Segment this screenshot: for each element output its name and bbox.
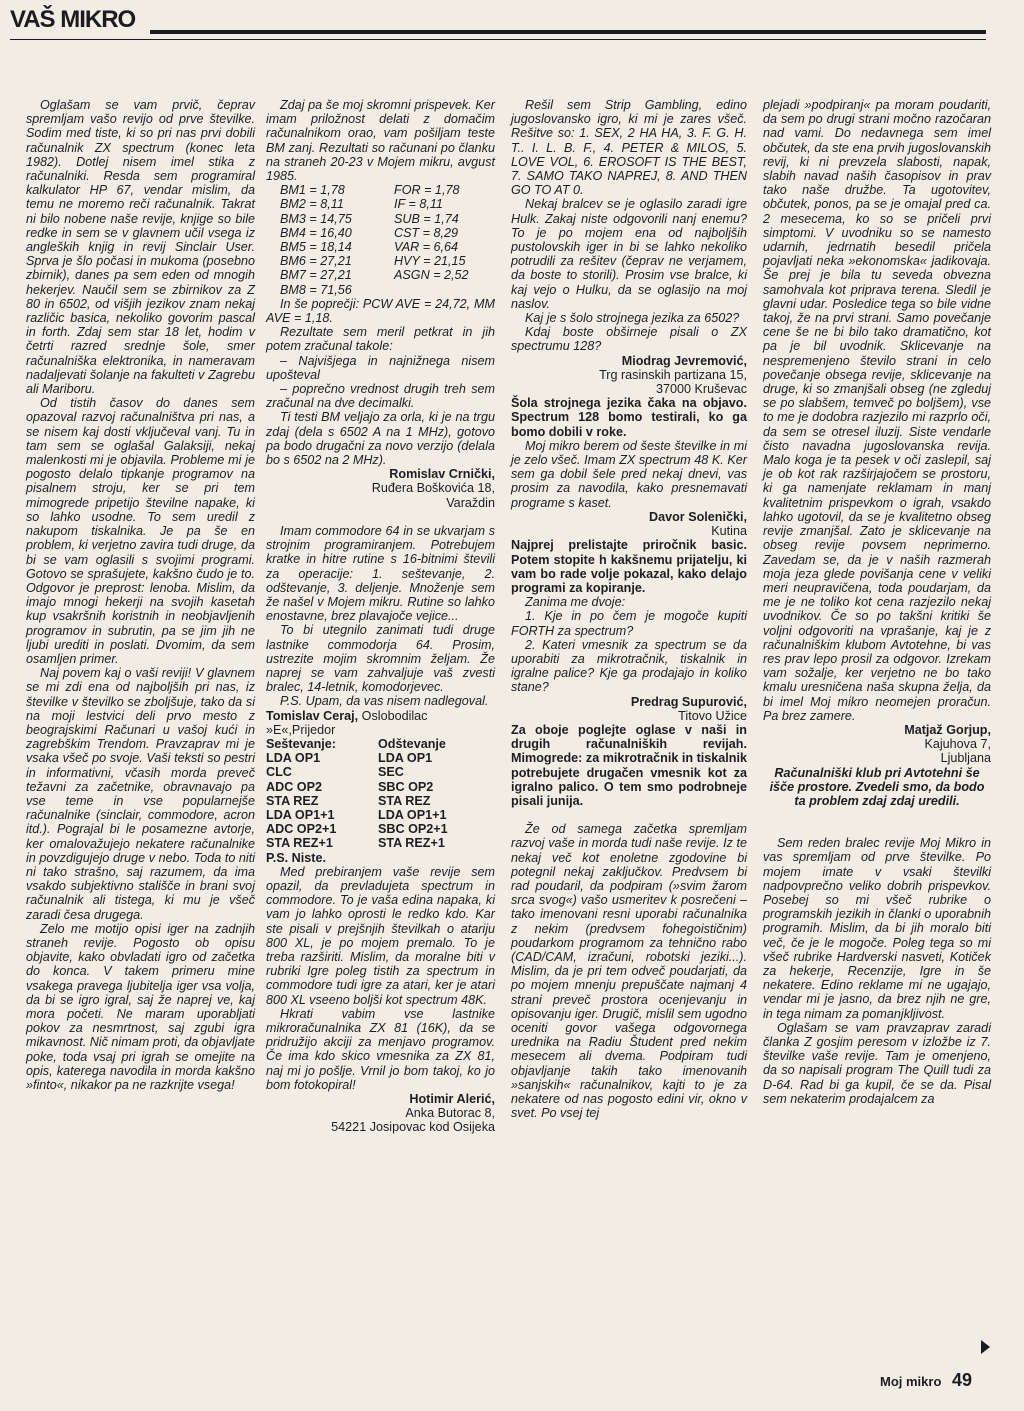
letter-signature: [511, 510, 747, 538]
benchmark-table: [266, 183, 494, 297]
paragraph: – Najvišjega in najnižnega nisem upošteval: [266, 353, 495, 382]
author-address: Varaždin: [446, 495, 495, 510]
page-footer: [880, 1370, 1000, 1394]
table-cell: FOR = 1,78: [394, 183, 460, 198]
table-row: [266, 226, 494, 240]
table-row: [266, 197, 494, 211]
postscript: P.S. Niste.: [266, 850, 326, 865]
table-row: [266, 765, 490, 779]
page-number: 49: [952, 1370, 973, 1390]
letter-signature: [266, 467, 495, 510]
column-1: [26, 98, 255, 1092]
table-header-row: [266, 737, 490, 751]
editor-reply: Računalniški klub pri Avtotehni še išče prostore. Zvedeli smo, da bodo ta problem zdaj zdaj uredili.: [769, 765, 985, 808]
editor-reply: Za oboje poglejte oglase v naši in drugih računalniških revijah. Mimogrede: za mikrotračnik in tiskalnik potrebujete drugačen vmesnik kot za igralno palico. O tem smo podrobneje pisali junija.: [511, 722, 747, 808]
table-cell: BM4 = 16,40: [280, 225, 352, 240]
table-cell: HVY = 21,15: [394, 254, 466, 269]
author-name: Matjaž Gorjup,: [904, 722, 991, 737]
table-cell: SUB = 1,74: [394, 211, 459, 226]
paragraph: Rezultate sem meril petkrat in jih potem zračunal takole:: [266, 325, 495, 354]
author-address: 37000 Kruševac: [655, 382, 747, 397]
table-cell: STA REZ: [266, 793, 319, 808]
table-cell: BM7 = 27,21: [280, 268, 352, 283]
header-rule-thin: [10, 39, 986, 40]
spacer: [511, 808, 747, 822]
paragraph: Oglašam se vam prvič, čeprav spremljam vašo revijo od prve številke. Sodim med tiste, ki so pri nas prvi dobili računalnik ZX spectrum (konec leta 1982). Dotlej nisem imel stika z računalniki. Resda sem programiral kalkulator HP 67, vendar mislim, da temu ne moremo reči računalnik. Takrat ni bilo nobene naše revije, knjige so bile redke in sem se v glavnem učil vsega iz angleških knjig in revij Sinclair User. Sprva je šlo počasi in mukoma (posebno zbirnik), danes pa sem eden od mnogih hekerjev. Naučil sem se zbirnikov za Z 80 in 6502, od višjih jezikov znam nekaj različic basica, nekoliko govorim pascal in forth. Zdaj sem star 18 let, hodim v četrti razred srednje šole, smer računalniška elektronika, in nameravam nadaljevati šolanje na fakulteti v Zagrebu ali Mariboru.: [26, 98, 255, 397]
table-cell: LDA OP1: [378, 751, 433, 766]
spacer: [763, 808, 991, 822]
table-cell: CLC: [266, 765, 292, 780]
assembly-listing: [266, 737, 490, 851]
author-address: Trg rasinskih partizana 15,: [599, 367, 747, 382]
spacer: [266, 510, 495, 524]
paragraph: Moj mikro berem od šeste številke in mi je zelo všeč. Imam ZX spectrum 48 K. Ker sem ga dobil šele pred nekaj dnevi, vas prosim za navodila, kako presnemavati programe s kaset.: [511, 438, 747, 510]
paragraph: To bi utegnilo zanimati tudi druge lastnike commodorja 64. Prosim, ustrezite mojim skromnim željam. Že naprej se vam zahvaljuje vaš zvesti bralec, 14-letnik, komodorjevec.: [266, 623, 495, 695]
author-name: Predrag Supurović,: [630, 694, 747, 709]
paragraph: Sem reden bralec revije Moj Mikro in vas spremljam od prve številke. Po mojem imate v vsaki številki nadpovprečno veliko dobrih prispevkov. Posebej so mi všeč rubrike o programskih jezikih in članki o uporabnih programih. Mislim, da bi jih moralo biti več, če je le mogoče. Poleg tega so mi všeč rubrike Hardverski nasveti, Kotiček za hekerje, Recenzije, Igre in še nekatere. Edino reklame mi ne ugajajo, vendar mi je jasno, da brez njih ne gre, in tega nimam za pomanjkljivost.: [763, 836, 991, 1021]
table-cell: BM5 = 18,14: [280, 240, 352, 255]
table-row: [266, 751, 490, 765]
table-row: [266, 212, 494, 226]
magazine-name: Moj mikro: [880, 1374, 942, 1389]
letter-signature: [511, 695, 747, 723]
author-name: Tomislav Ceraj,: [266, 708, 359, 723]
table-cell: STA REZ+1: [266, 836, 333, 851]
letter-signature: [266, 1092, 495, 1135]
column-header: Odštevanje: [378, 736, 446, 751]
table-row: [266, 822, 490, 836]
table-cell: BM3 = 14,75: [280, 211, 352, 226]
table-cell: LDA OP1+1: [378, 807, 447, 822]
author-address: Ruđera Boškovića 18,: [371, 481, 495, 496]
table-row: [266, 183, 494, 197]
author-address: 54221 Josipovac kod Osijeka: [331, 1120, 495, 1135]
editor-reply: Najprej prelistajte priročnik basic. Potem stopite h kakšnemu prijatelju, ki vam bo rade volje pokazal, kako delajo programi za kopiranje.: [511, 538, 747, 595]
author-address: Oslobodilac »E«,: [266, 708, 428, 737]
paragraph: In še poprečji: PCW AVE = 24,72, MM AVE = 1,18.: [266, 296, 495, 326]
table-row: [266, 808, 490, 822]
table-cell: STA REZ: [378, 793, 431, 808]
paragraph: Od tistih časov do danes sem opazoval razvoj računalništva pri nas, a se nisem kaj dosti vključeval vanj. Tu in tam sem se oglašal Galaksiji, nekaj malenkosti mi je objavila. Probleme mi je pogosto delalo tipkanje programov na pisalnem stroju, ker se pri tem mimogrede pripetijo številne napake, ki so lahko usodne. To sem uredil z nakupom tiskalnika. Je pa še en problem, ki verjetno zavira tudi druge, da bi se vam oglasili s svojimi programi. Gotovo se sprašujete, kakšno čudo je to. Odgovor je preprost: lenoba. Mislim, da imajo mnogi hekerji na svojih kasetah kup vsakršnih koristnih in neobjavljenih programov in subrutin, pa se jim jih ne ljubi urediti in poslati. Dvomim, da sem osamljen primer.: [26, 396, 255, 666]
paragraph: Zelo me motijo opisi iger na zadnjih straneh revije. Pogosto ob opisu objavite, kako obvladati igro od začetka do konca. V takem primeru mine vsakega pravega ljubitelja iger vsa volja, da bi se igro igral, saj že naprej ve, kaj mora početi. Ne maram uporabljati pokov za nesmrtnost, saj zgubi igra mikavnost. Nič nimam proti, da objavljate poke, toda vsaj pri igrah se omejite na opis, katerega navodila in morda kakšno »finto«, nikakor pa ne razkrijte vsega!: [26, 921, 255, 1093]
column-4: [763, 98, 991, 1106]
spacer: [763, 822, 991, 836]
author-address: Kutina: [711, 524, 747, 539]
table-cell: ASGN = 2,52: [394, 268, 469, 283]
paragraph: 1. Kje in po čem je mogoče kupiti FORTH za spectrum?: [511, 609, 747, 638]
table-row: [266, 240, 494, 254]
paragraph: Ti testi BM veljajo za orla, ki je na trgu zdaj (dela s 6502 A na 1 MHz), gotovo pa bodo drugačni za novo verzijo (delala bo s 6502 na 2 MHz).: [266, 410, 495, 468]
table-row: [266, 794, 490, 808]
table-cell: BM6 = 27,21: [280, 254, 352, 269]
author-name: Romislav Crnički,: [389, 467, 495, 482]
table-row: [266, 254, 494, 268]
table-row: [266, 780, 490, 794]
paragraph: Med prebiranjem vaše revije sem opazil, da prevladujeta spectrum in commodore. To je vaša edina napaka, ki vam jo lahko oprosti le redko kdo. Kar ste pisali v prejšnjih številkah o atariju 800 XL, je po mojem premalo. To je treba razširiti. Mislim, da moralne biti v rubriki Igre poleg tistih za spectrum in commodore tudi igre za atari, ker je atari 800 XL vseeno boljši kot spectrum 48K.: [266, 864, 495, 1007]
paragraph: plejadi »podpiranj« pa moram poudariti, da sem po drugi strani močno razočaran nad vami. Do nedavnega sem imel občutek, da ste ena prvih jugoslovanskih revij, ki ni prevzela slabosti, napak, slabih navad naših časopisov in prav tako naše družbe. Ta ugotovitev, občutek, ponos, pa se je omajal pred ca. 2 mesecema, ko so se pričeli prvi simptomi. V uvodniku so se namesto udarnih, jedrnatih besedil pričela pojavljati neka »ekonomska« jadikovaja. Še prej je bila tu seveda obvezna samohvala kot priprava terena. Sledil je glavni udar. Posledice tega so bile vidne takoj, že na prvi strani. Samo povečanje cene še ne bi bilo tako dramatično, kot pa je bil uvodnik. Sklicevanje na nespremenjeno število strani in celo povečanje obsega revije, sklicevanje na druge, ki so zmanjšali obseg (ne zgleduj se po slabšem, temveč po boljšem), vse to me je dodobra razjezilo mi razprlo oči, da sem se otresel iluzij. Siste vendarle čisto navadna jugoslovanska revija. Malo koga je ta pesek v oči zaslepil, saj je ob kot rak razširjajočem se prostoru, ki ga namenjate reklamam in manj kvalitetnim prispevkom o igrah, vsakdo lahko ugotovil, da se je kvalitetno obseg revije zmanjšal. Zato je sklicevanje na obseg revije povsem neprimerno. Zavedam se, da je v naših razmerah moja jeza glede povišanja cene v veliki meri neupravičena, toda poudarjam, da me je ne toliko kot cena razjezilo nekaj uvodnikov. Če so po takšni kritiki še voljni odgovoriti na vprašanje, kaj je z računalniškim klubom Avtotehne, bi vas res prav lepo prosil za odgovor. Izrekam vam sožalje, ker verjetno ne bo tako kmalu uresničena naša skupna želja, da bi imel Moj mikro neomejen proračun. Pa brez zamere.: [763, 98, 991, 723]
table-row: [266, 283, 494, 297]
table-cell: VAR = 6,64: [394, 240, 459, 255]
table-cell: LDA OP1: [266, 751, 321, 766]
paragraph: Rešil sem Strip Gambling, edino jugoslovansko igro, ki mi je zares všeč. Rešitve so: 1. SEX, 2 HA HA, 3. F. G. H. T.. I. L. B. F., 4. PETER & MILOS, 5. LOVE VOL, 6. EROSOFT IS THE BEST, 7. SAMO TAKO NAPREJ, 8. AND THEN GO TO AT 0.: [511, 98, 747, 198]
column-3: [511, 98, 747, 1120]
paragraph: Imam commodore 64 in se ukvarjam s strojnim programiranjem. Potrebujem kratke in hitre rutine s 16-bitnimi števili za operacije: 1. seštevanje, 2. odštevanje, 3. deljenje. Množenje sem že našel v Mojem mikru. Rutine so lahko enostavne, brez plavajoče vejice...: [266, 523, 495, 624]
paragraph: P.S. Upam, da vas nisem nadlegoval.: [280, 694, 489, 709]
header-rule-thick: [150, 30, 986, 34]
table-cell: BM1 = 1,78: [280, 183, 345, 198]
table-row: [266, 268, 494, 282]
author-name: Miodrag Jevremović,: [621, 353, 747, 368]
table-row: [266, 836, 490, 850]
paragraph: 2. Kateri vmesnik za spectrum se da uporabiti za mikrotračnik, tiskalnik in igralne palice? Kje ga prodajajo in koliko stane?: [511, 637, 747, 695]
paragraph: Hkrati vabim vse lastnike mikroračunalnika ZX 81 (16K), da se pridružijo akciji za menjavo programov. Če ima kdo skico vmesnika za ZX 81, naj mi jo pošlje. Vrnil jo bom takoj, ko jo bom fotokopiral!: [266, 1006, 495, 1092]
author-city: Prijedor: [291, 722, 336, 737]
paragraph: Že od samega začetka spremljam razvoj vaše in morda tudi naše revije. Iz te nekaj več kot enoletne zgodovine bi potegnil nekaj zaključkov. Predvsem bi rad poudaril, da podpiram (»svim žarom srca svog«) vašo usmeritev k posrečeni – tako imenovani resni uporabi računalnika z nekim (predvsem fohegoističnim) poudarkom programom za tehnično rabo (CAD/CAM, izračuni, robotski jeziki...). Mislim, da je pri tem odveč poudarjati, da po mojem mnenju prepuščate najmanj 4 strani preveč prostora ocenjevanju in opisovanju iger. Drugič, mislil sem ugodno oceniti govor vašega odgovornega urednika na Radiu Študent pred nekim mesecem ali dvema. Podpiram tudi objavljanje takih tako imenovanih »sanjskih« računalnikov, kajti to je za nekatere od nas pogosto edini vir, okno v svet. Po vsej tej: [511, 822, 747, 1121]
continue-arrow-icon: [981, 1340, 990, 1354]
table-cell: STA REZ+1: [378, 836, 445, 851]
author-name: Davor Solenički,: [649, 509, 747, 524]
column-header: Seštevanje:: [266, 736, 337, 751]
table-cell: BM8 = 71,56: [280, 282, 352, 297]
letter-signature: [266, 709, 495, 737]
author-address: Ljubljana: [940, 751, 991, 766]
section-title: VAŠ MIKRO: [10, 6, 136, 33]
paragraph: Zanima me dvoje:: [525, 595, 626, 610]
paragraph: Zdaj pa še moj skromni prispevek. Ker imam priložnost delati z domačim računalnikom orao, vam pošiljam teste BM zanj. Rezultati so računani po članku na straneh 20-23 v Mojem mikru, avgust 1985.: [266, 98, 495, 184]
editor-reply: Šola strojnega jezika čaka na objavo. Spectrum 128 bomo testirali, ko ga bomo dobili v roke.: [511, 396, 747, 439]
table-cell: ADC OP2+1: [266, 822, 337, 837]
table-cell: LDA OP1+1: [266, 807, 335, 822]
author-address: Kajuhova 7,: [924, 737, 991, 752]
table-cell: BM2 = 8,11: [280, 197, 344, 212]
page-header: [0, 0, 1024, 60]
paragraph: Kaj je s šolo strojnega jezika za 6502?: [525, 311, 740, 326]
table-cell: SBC OP2: [378, 779, 434, 794]
author-address: Anka Butorac 8,: [405, 1106, 495, 1121]
table-cell: SBC OP2+1: [378, 822, 448, 837]
letter-signature: [763, 723, 991, 766]
table-cell: SEC: [378, 765, 404, 780]
paragraph: Naj povem kaj o vaši reviji! V glavnem se mi zdi ena od najboljših pri nas, iz številke v številko se zboljšuje, tako da si na moji lestvici deli prvo mesto z beograjskimi Računari u vašoj kući in zagrebškim Trendom. Pravzaprav mi je vsaka všeč po svoje. Vaši teksti so pestri in informativni, včasih morda preveč težavni za začetnike, obravnavajo pa vse teme in vse popularnejše računalnike (sinclair, commodore, acron itd.). Pograjal bi le posamezne avtorje, ker omalovažujejo nekatere računalnike in povzdigujejo druge v nebo. Toda to niti ni tako strašno, saj razumem, da ima vsakdo subjektivno stališče in brani svoj računalnik ali tistega, ki mu je všeč zaradi česa drugega.: [26, 666, 255, 922]
letter-signature: [511, 354, 747, 397]
author-address: Titovo Užice: [678, 708, 747, 723]
column-2: [266, 98, 495, 1135]
paragraph: Nekaj bralcev se je oglasilo zaradi igre Hulk. Zakaj niste odgovorili nanj enemu? To je po mojem ena od najboljših pustolovskih iger in bi se lahko nekoliko potrudili za rešitev (čeprav ne verjamem, da boste to storili). Prosim vse bralce, ki kaj vejo o Hulku, da se oglasijo na moj naslov.: [511, 197, 747, 311]
table-cell: [380, 283, 494, 297]
table-cell: IF = 8,11: [394, 197, 443, 212]
paragraph: Oglašam se vam pravzaprav zaradi članka Z gosjim peresom v izložbe iz 7. številke vaše revije. Tam je omenjeno, da so napisali program The Quill tudi za D-64. Rad bi ga kupil, če se da. Pisal sem nekaterim prodajalcem za: [763, 1020, 991, 1106]
paragraph: – poprečno vrednost drugih treh sem zračunal na dve decimalki.: [266, 382, 495, 411]
table-cell: CST = 8,29: [394, 225, 459, 240]
paragraph: Kdaj boste obširneje pisali o ZX spectrumu 128?: [511, 325, 747, 354]
table-cell: ADC OP2: [266, 779, 322, 794]
author-name: Hotimir Alerić,: [409, 1092, 495, 1107]
